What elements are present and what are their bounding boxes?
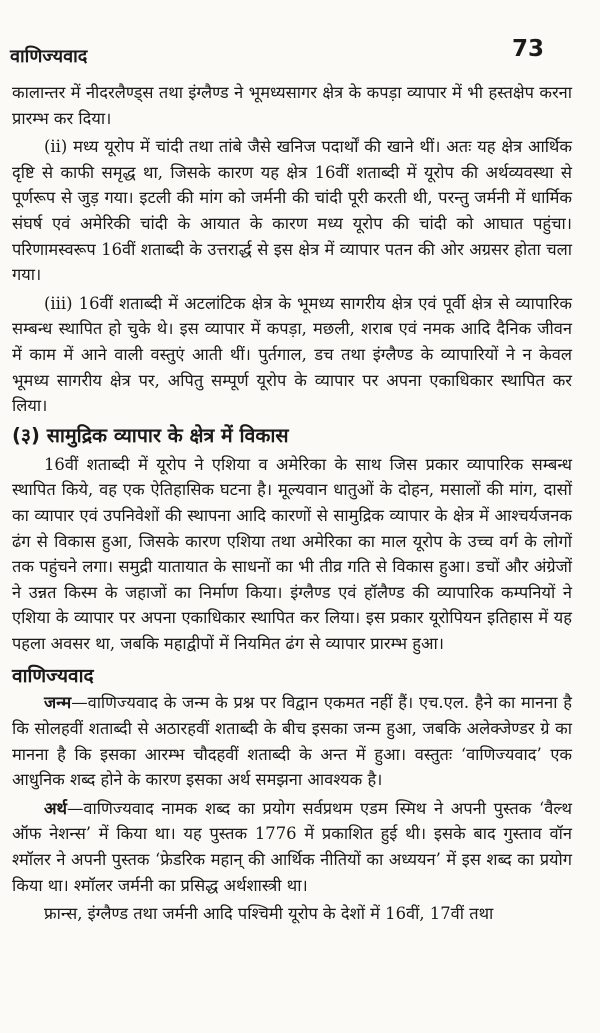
paragraph-meaning-text: —वाणिज्यवाद नामक शब्द का प्रयोग सर्वप्रथम एडम स्मिथ ने अपनी पुस्तक ‘वैल्थ ऑफ नेशन्स’ में किया था। यह पुस्तक 1776 में प्रकाशित हुई थी। इसके बाद गुस्ताव वॉन श्मॉलर ने अपनी पुस्तक ‘फ्रेडरिक महान् की आर्थिक नीतियों का अध्ययन’ में इस शब्द का प्रयोग किया था। श्मॉलर जर्मनी का प्रसिद्ध अर्थशास्त्री था। — [12, 798, 572, 895]
paragraph-origin — [12, 690, 572, 792]
page-body — [12, 80, 572, 930]
paragraph-central-europe: (ii) मध्य यूरोप में चांदी तथा तांबे जैसे खनिज पदार्थों की खाने थीं। अतः यह क्षेत्र आर्थिक दृष्टि से काफी समृद्ध था, जिसके कारण यह क्षेत्र 16वीं शताब्दी में यूरोप की अर्थव्यवस्था से पूर्णरूप से जुड़ गया। इटली की मांग को जर्मनी की चांदी पूरी करती थी, परन्तु जर्मनी में धार्मिक संघर्ष एवं अमेरिकी चांदी के आयात के कारण मध्य यूरोप की चांदी को आघात पहुंचा। परिणामस्वरूप 16वीं शताब्दी के उत्तरार्द्ध से इस क्षेत्र में व्यापार पतन की ओर अग्रसर होता चला गया। — [12, 137, 572, 285]
paragraph-continuation: कालान्तर में नीदरलैण्ड्स तथा इंग्लैण्ड ने भूमध्यसागर क्षेत्र के कपड़ा व्यापार में भी हस्तक्षेप करना प्रारम्भ कर दिया। — [12, 83, 572, 128]
section-heading-maritime-trade: (३) सामुद्रिक व्यापार के क्षेत्र में विकास — [12, 423, 289, 447]
section-heading-mercantilism: वाणिज्यवाद — [12, 665, 94, 688]
paragraph-meaning-lead: अर्थ — [44, 798, 67, 818]
running-title: वाणिज्यवाद — [10, 46, 88, 67]
paragraph-maritime-trade: 16वीं शताब्दी में यूरोप ने एशिया व अमेरिका के साथ जिस प्रकार व्यापारिक सम्बन्ध स्थापित किये, वह एक ऐतिहासिक घटना है। मूल्यवान धातुओं के दोहन, मसालों की मांग, दासों का व्यापार एवं उपनिवेशों की स्थापना आदि कारणों से सामुद्रिक व्यापार के क्षेत्र में आश्चर्यजनक ढंग से विकास हुआ, जिसके कारण एशिया तथा अमेरिका का माल यूरोप के उच्च वर्ग के लोगों तक पहुंचने लगा। समुद्री यातायात के साधनों का भी तीव्र गति से विकास हुआ। डचों और अंग्रेजों ने उन्नत किस्म के जहाजों का निर्माण किया। इंग्लैण्ड एवं हॉलैण्ड की व्यापारिक कम्पनियों ने एशिया के व्यापार पर अपना एकाधिकार स्थापित कर लिया। इस प्रकार यूरोपियन इतिहास में यह पहला अवसर था, जबकि महाद्वीपों में नियमित ढंग से व्यापार प्रारम्भ हुआ। — [12, 454, 572, 653]
page-number: 73 — [511, 36, 544, 62]
paragraph-origin-lead: जन्म — [44, 693, 72, 713]
paragraph-western-europe: फ्रान्स, इंग्लैण्ड तथा जर्मनी आदि पश्चिमी यूरोप के देशों में 16वीं, 17वीं तथा — [44, 904, 494, 924]
paragraph-origin-text: —वाणिज्यवाद के जन्म के प्रश्न पर विद्वान एकमत नहीं हैं। एच.एल. हैने का मानना है कि सोलहवीं शताब्दी से अठारहवीं शताब्दी के बीच इसका जन्म हुआ, जबकि अलेक्जेण्डर ग्रे का मानना है कि इसका आरम्भ चौदहवीं शताब्दी के अन्त में हुआ। वस्तुतः ‘वाणिज्यवाद’ एक आधुनिक शब्द होने के कारण इसका अर्थ समझना आवश्यक है। — [12, 693, 572, 790]
paragraph-meaning — [12, 796, 572, 898]
paragraph-atlantic: (iii) 16वीं शताब्दी में अटलांटिक क्षेत्र के भूमध्य सागरीय क्षेत्र एवं पूर्वी क्षेत्र से व्यापारिक सम्बन्ध स्थापित हो चुके थे। इस व्यापार में कपड़ा, मछली, शराब एवं नमक आदि दैनिक जीवन में काम में आने वाली वस्तुएं आती थीं। पुर्तगाल, डच तथा इंग्लैण्ड के व्यापारियों ने न केवल भूमध्य सागरीय क्षेत्र पर, अपितु सम्पूर्ण यूरोप के व्यापार पर अपना एकाधिकार स्थापित कर लिया। — [12, 293, 572, 416]
